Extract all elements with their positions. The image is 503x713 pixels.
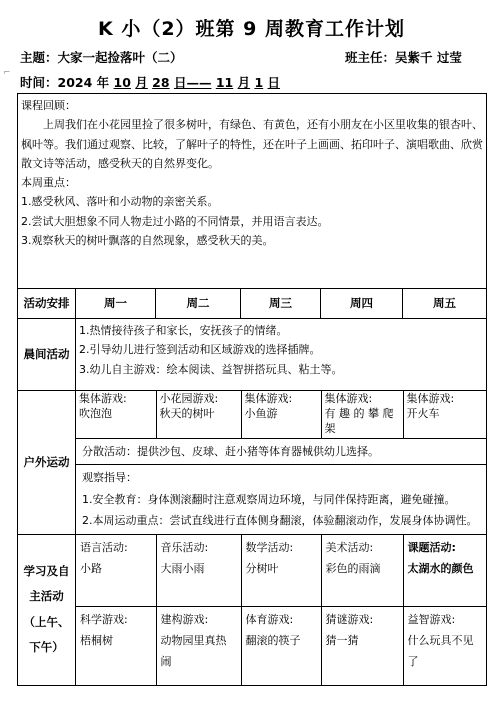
morning-label: 晨间活动	[18, 319, 76, 391]
col-header-activity: 活动安排	[18, 289, 76, 319]
free-activity: 分散活动：提供沙包、皮球、赶小猪等体育器械供幼儿选择。	[76, 438, 486, 465]
study-game: 猜谜游戏: 猜一猜	[321, 607, 403, 685]
study-game: 科学游戏: 梧桐树	[76, 607, 156, 685]
time-day-word-1: 日——	[173, 75, 212, 90]
time-day-start: 28	[152, 75, 170, 90]
study-game: 建构游戏: 动物园里真热闹	[156, 607, 241, 685]
time-line	[20, 73, 280, 91]
morning-item: 2.引导幼儿进行签到活动和区域游戏的选择插牌。	[79, 343, 321, 357]
study-row	[18, 534, 487, 685]
study-game: 益智游戏: 什么玩具不见了	[403, 607, 486, 685]
day-header: 周二	[156, 289, 241, 319]
review-body: 上周我们在小花园里捡了很多树叶，有绿色、有黄色，还有小朋友在小区里收集的银杏叶、枫叶等。我们通过观察、比较，了解叶子的特性，还在叶子上画画、拓印叶子、演唱歌曲、欣赏散文诗等活动，感受秋天的自然界变化。	[21, 118, 483, 170]
morning-row	[18, 319, 487, 391]
study-game: 体育游戏: 翻滚的筷子	[241, 607, 321, 685]
study-activity: 美术活动: 彩色的雨滴	[321, 535, 403, 607]
time-month-end: 11	[215, 75, 234, 90]
observe-item: 2.本周运动重点：尝试直线进行直体侧身翻滚，体验翻滚动作，发展身体协调性。	[82, 514, 478, 528]
outdoor-game: 集体游戏: 有 趣 的 攀 爬 架	[321, 391, 403, 438]
theme-value: 大家一起捡落叶（二）	[57, 50, 183, 65]
outdoor-game: 集体游戏: 开火车	[403, 391, 486, 438]
study-activity: 语言活动: 小路	[76, 535, 156, 607]
outdoor-content	[76, 391, 487, 535]
morning-content	[76, 319, 487, 391]
study-activity: 课题活动: 太湖水的颜色	[403, 535, 486, 607]
time-year: 2024 年	[57, 75, 110, 90]
day-header-row	[18, 289, 487, 319]
observe-guidance	[76, 465, 486, 534]
study-activity: 音乐活动: 大雨小雨	[156, 535, 241, 607]
review-heading: 课程回顾：	[21, 99, 76, 112]
observe-heading: 观察指导：	[82, 471, 137, 485]
teacher-value: 吴紫千 过莹	[395, 50, 462, 65]
outdoor-game: 集体游戏: 小鱼游	[241, 391, 321, 438]
theme-line	[20, 48, 183, 66]
morning-item: 1.热情接待孩子和家长，安抚孩子的情绪。	[79, 324, 288, 337]
day-header: 周四	[321, 289, 403, 319]
outdoor-games-table	[76, 391, 486, 534]
focus-heading: 本周重点：	[21, 176, 76, 189]
study-table	[76, 535, 486, 685]
teacher-label: 班主任：	[345, 50, 396, 65]
day-header: 周一	[76, 289, 156, 319]
day-header: 周五	[403, 289, 487, 319]
outdoor-row	[18, 391, 487, 535]
plan-table	[17, 93, 487, 686]
morning-item: 3.幼儿自主游戏：绘本阅读、益智拼搭玩具、粘土等。	[79, 362, 343, 376]
time-label: 时间：	[20, 75, 58, 90]
page-title: K 小（2）班第 9 周教育工作计划	[97, 18, 405, 40]
outdoor-game: 集体游戏: 吹泡泡	[76, 391, 156, 438]
observe-item: 1.安全教育：身体测滚翻时注意观察周边环境，与同伴保持距离，避免碰撞。	[82, 492, 456, 506]
day-header: 周三	[241, 289, 321, 319]
outdoor-game: 小花园游戏: 秋天的树叶	[156, 391, 241, 438]
time-day-word-2: 日	[267, 75, 281, 90]
time-month-word-2: 月	[237, 75, 251, 90]
outdoor-label: 户外运动	[18, 391, 76, 535]
focus-item: 1.感受秋风、落叶和小动物的亲密关系。	[21, 195, 219, 209]
paragraph-mark-icon: ⌐	[3, 68, 11, 78]
teacher-line	[345, 48, 462, 66]
focus-item: 3.观察秋天的树叶飘落的自然现象，感受秋天的美。	[21, 233, 274, 247]
time-day-end: 1	[254, 75, 264, 90]
review-cell	[18, 94, 487, 289]
focus-item: 2.尝试大胆想象不同人物走过小路的不同情景，并用语言表达。	[21, 214, 329, 228]
study-label: 学习及自 主活动 （上午、 下午）	[18, 534, 76, 685]
time-month-start: 10	[113, 75, 131, 90]
time-month-word-1: 月	[135, 75, 148, 90]
theme-label: 主题：	[20, 50, 58, 65]
study-content	[76, 534, 487, 685]
study-activity: 数学活动: 分树叶	[241, 535, 321, 607]
